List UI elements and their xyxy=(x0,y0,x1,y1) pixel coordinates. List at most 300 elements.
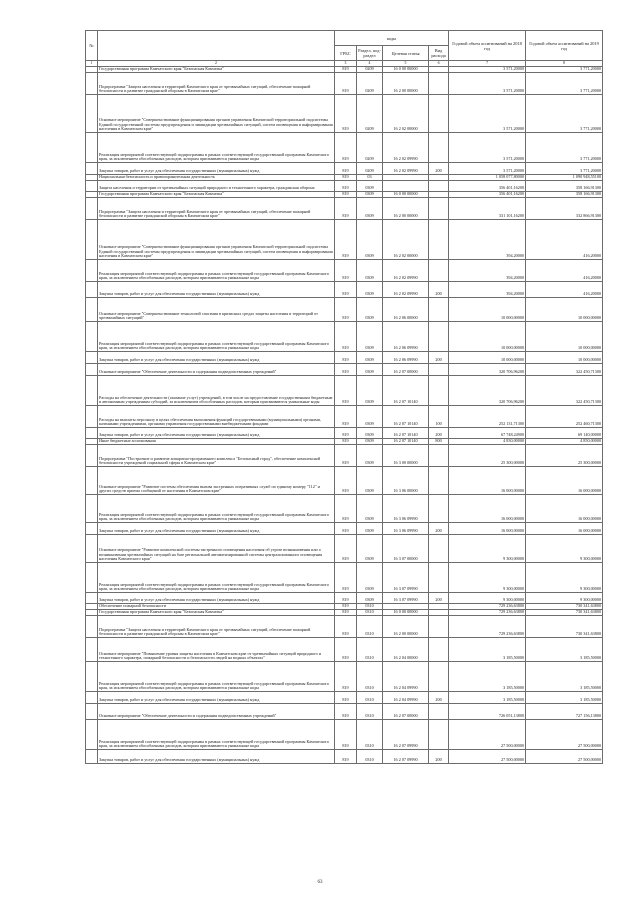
cell-grbs: 819 xyxy=(335,220,357,260)
cell-number xyxy=(86,593,98,604)
cell-expense-type xyxy=(429,376,449,406)
cell-section: 0309 xyxy=(357,593,383,604)
cell-year-2019: 3 771,20000 xyxy=(526,95,603,133)
table-row xyxy=(86,720,603,750)
table-row xyxy=(86,322,603,352)
cell-section: 0309 xyxy=(357,260,383,282)
table-row xyxy=(86,95,603,133)
cell-year-2019: 25 300,00000 xyxy=(526,445,603,467)
cell-target: 16 2 02 00000 xyxy=(383,220,429,260)
cell-target: 16 2 00 00000 xyxy=(383,198,429,220)
cell-year-2018: 394,20000 xyxy=(449,220,526,260)
cell-year-2019: 730 341,63800 xyxy=(526,604,603,610)
table-row xyxy=(86,750,603,764)
cell-section: 03 xyxy=(357,175,383,181)
cell-section: 0309 xyxy=(357,467,383,495)
cell-expense-type: 200 xyxy=(429,593,449,604)
cell-section: 0310 xyxy=(357,604,383,610)
cell-year-2018: 3 571,20000 xyxy=(449,67,526,73)
cell-year-2019: 727 156,13800 xyxy=(526,704,603,720)
cell-name: Основное мероприятие "Обеспечение деятельности и содержания подведомственных учреждений" xyxy=(98,364,335,376)
cell-year-2019: 730 341,63800 xyxy=(526,616,603,638)
cell-year-2019: 3 771,20000 xyxy=(526,163,603,175)
cell-section: 0309 xyxy=(357,376,383,406)
cell-grbs: 819 xyxy=(335,638,357,662)
cell-grbs: 819 xyxy=(335,175,357,181)
cell-year-2018: 3 571,20000 xyxy=(449,163,526,175)
cell-grbs: 819 xyxy=(335,563,357,593)
table-row xyxy=(86,662,603,692)
cell-year-2018: 10 000,00000 xyxy=(449,322,526,352)
cell-year-2019: 3 185,50000 xyxy=(526,638,603,662)
cell-name: Государственная программа Камчатского края "Безопасная Камчатка" xyxy=(98,610,335,616)
table-row xyxy=(86,535,603,563)
cell-grbs: 819 xyxy=(335,376,357,406)
cell-number xyxy=(86,750,98,764)
cell-name: Реализация мероприятий соответствующей подпрограммы в рамках соответствующей государственной программы Камчатского края, за исключением обособленных расходов, которым присваиваются уникальные коды xyxy=(98,495,335,523)
cell-target: 16 2 07 10140 xyxy=(383,428,429,439)
cell-year-2019: 416,20000 xyxy=(526,282,603,298)
cell-expense-type xyxy=(429,535,449,563)
cell-grbs: 819 xyxy=(335,163,357,175)
cell-number xyxy=(86,563,98,593)
cell-grbs: 819 xyxy=(335,495,357,523)
cell-year-2018: 394,20000 xyxy=(449,260,526,282)
cell-target: 16 2 02 09990 xyxy=(383,163,429,175)
cell-section: 0309 xyxy=(357,563,383,593)
cell-grbs: 819 xyxy=(335,198,357,220)
table-row xyxy=(86,298,603,322)
cell-section: 0309 xyxy=(357,495,383,523)
cell-number xyxy=(86,428,98,439)
cell-expense-type xyxy=(429,198,449,220)
cell-name: Иные бюджетные ассигнования xyxy=(98,439,335,445)
cell-name: Закупка товаров, работ и услуг для обеспечения государственных (муниципальных) нужд xyxy=(98,428,335,439)
cell-grbs: 819 xyxy=(335,610,357,616)
cell-grbs: 819 xyxy=(335,535,357,563)
cell-year-2018: 3 571,20000 xyxy=(449,73,526,95)
cell-expense-type xyxy=(429,364,449,376)
cell-section: 0310 xyxy=(357,610,383,616)
cell-target: 16 3 06 09990 xyxy=(383,523,429,535)
cell-grbs: 819 xyxy=(335,604,357,610)
cell-name: Основное мероприятие "Развитие системы обеспечения вызова экстренных оперативных служб по единому номеру "112" и других средств приема сообщений от населения в Камчатском крае" xyxy=(98,467,335,495)
cell-target: 16 3 07 09990 xyxy=(383,593,429,604)
cell-number xyxy=(86,662,98,692)
cell-year-2019: 10 000,00000 xyxy=(526,298,603,322)
cell-year-2019: 10 000,00000 xyxy=(526,322,603,352)
cell-grbs: 819 xyxy=(335,428,357,439)
cell-name: Закупка товаров, работ и услуг для обеспечения государственных (муниципальных) нужд xyxy=(98,282,335,298)
cell-name: Реализация мероприятий соответствующей подпрограммы в рамках соответствующей государственной программы Камчатского края, за исключением обособленных расходов, которым присваиваются уникальные коды xyxy=(98,260,335,282)
cell-grbs: 819 xyxy=(335,181,357,192)
cell-year-2019: 730 341,63800 xyxy=(526,610,603,616)
cell-year-2018: 3 185,50000 xyxy=(449,662,526,692)
cell-number xyxy=(86,445,98,467)
cell-number xyxy=(86,322,98,352)
cell-target: 16 2 06 00000 xyxy=(383,298,429,322)
cell-year-2019: 9 300,00000 xyxy=(526,535,603,563)
cell-number xyxy=(86,352,98,364)
cell-grbs: 819 xyxy=(335,406,357,428)
cell-expense-type xyxy=(429,260,449,282)
cell-year-2019: 1 090 948,55100 xyxy=(526,175,603,181)
cell-number xyxy=(86,692,98,704)
header-name xyxy=(98,31,335,61)
cell-expense-type xyxy=(429,638,449,662)
cell-grbs: 819 xyxy=(335,593,357,604)
header-num-3: 3 xyxy=(335,61,357,67)
cell-name: Обеспечение пожарной безопасности xyxy=(98,604,335,610)
cell-name: Закупка товаров, работ и услуг для обеспечения государственных (муниципальных) нужд xyxy=(98,593,335,604)
cell-expense-type xyxy=(429,495,449,523)
cell-year-2019: 16 000,00000 xyxy=(526,467,603,495)
cell-section: 0209 xyxy=(357,95,383,133)
cell-section: 0310 xyxy=(357,704,383,720)
cell-expense-type xyxy=(429,73,449,95)
cell-year-2018: 9 300,00000 xyxy=(449,593,526,604)
cell-grbs: 819 xyxy=(335,322,357,352)
header-section: Раздел, под-раздел xyxy=(357,46,383,61)
cell-year-2018: 252 131,71300 xyxy=(449,406,526,428)
cell-year-2019: 416,20000 xyxy=(526,260,603,282)
cell-expense-type xyxy=(429,298,449,322)
cell-year-2019: 9 300,00000 xyxy=(526,593,603,604)
cell-grbs: 819 xyxy=(335,298,357,322)
cell-year-2018: 320 706,96200 xyxy=(449,364,526,376)
cell-year-2019: 358 166,91300 xyxy=(526,181,603,192)
cell-number xyxy=(86,467,98,495)
cell-expense-type xyxy=(429,720,449,750)
cell-year-2019: 416,20000 xyxy=(526,220,603,260)
cell-name: Закупка товаров, работ и услуг для обеспечения государственных (муниципальных) нужд xyxy=(98,523,335,535)
cell-number xyxy=(86,73,98,95)
table-row xyxy=(86,467,603,495)
cell-year-2018: 356 401,16200 xyxy=(449,181,526,192)
cell-section: 0309 xyxy=(357,523,383,535)
cell-target: 16 2 07 10140 xyxy=(383,376,429,406)
cell-year-2019: 3 771,20000 xyxy=(526,133,603,163)
cell-year-2018: 729 236,63800 xyxy=(449,610,526,616)
cell-name: Основное мероприятие "Повышение уровня защиты населения в Камчатском крае от чрезвычайных ситуаций природного и техногенного характера, пожарной безопасности и безопасности людей на водных объектах" xyxy=(98,638,335,662)
cell-name: Закупка товаров, работ и услуг для обеспечения государственных (муниципальных) нужд xyxy=(98,352,335,364)
table-header xyxy=(86,31,603,67)
cell-target: 16 0 00 00000 xyxy=(383,610,429,616)
cell-year-2018: 3 571,20000 xyxy=(449,95,526,133)
cell-section: 0309 xyxy=(357,322,383,352)
cell-year-2018: 9 300,00000 xyxy=(449,563,526,593)
cell-target: 16 2 07 00000 xyxy=(383,364,429,376)
cell-target: 16 2 04 09990 xyxy=(383,662,429,692)
table-row xyxy=(86,445,603,467)
cell-section: 0309 xyxy=(357,198,383,220)
cell-year-2019: 322 450,71300 xyxy=(526,364,603,376)
cell-section: 0209 xyxy=(357,133,383,163)
cell-name: Реализация мероприятий соответствующей подпрограммы в рамках соответствующей государственной программы Камчатского края, за исключением обособленных расходов, которым присваиваются уникальные коды xyxy=(98,720,335,750)
cell-grbs: 819 xyxy=(335,439,357,445)
cell-expense-type xyxy=(429,616,449,638)
cell-expense-type: 200 xyxy=(429,692,449,704)
cell-name: Национальная безопасность и правоохранительная деятельность xyxy=(98,175,335,181)
cell-year-2018: 320 706,96200 xyxy=(449,376,526,406)
header-expense-type: Вид расхода xyxy=(429,46,449,61)
cell-section: 0309 xyxy=(357,535,383,563)
cell-grbs: 819 xyxy=(335,523,357,535)
header-num-4: 4 xyxy=(357,61,383,67)
cell-expense-type xyxy=(429,467,449,495)
cell-section: 0310 xyxy=(357,750,383,764)
cell-year-2018: 1 058 077,80000 xyxy=(449,175,526,181)
cell-section: 0309 xyxy=(357,220,383,260)
cell-expense-type: 200 xyxy=(429,750,449,764)
table-row xyxy=(86,428,603,439)
cell-year-2019: 252 460,71300 xyxy=(526,406,603,428)
cell-section: 0209 xyxy=(357,67,383,73)
cell-expense-type: 200 xyxy=(429,163,449,175)
cell-name: Подпрограмма "Защита населения и территорий Камчатского края от чрезвычайных ситуаций, обеспечение пожарной безопасности и развитие гражданской обороны в Камчатском крае" xyxy=(98,73,335,95)
cell-target: 16 2 07 00000 xyxy=(383,704,429,720)
cell-number xyxy=(86,364,98,376)
cell-year-2018: 729 236,63800 xyxy=(449,616,526,638)
cell-number xyxy=(86,535,98,563)
cell-year-2018: 394,20000 xyxy=(449,282,526,298)
cell-number xyxy=(86,163,98,175)
cell-year-2019: 10 000,00000 xyxy=(526,352,603,364)
cell-expense-type: 200 xyxy=(429,352,449,364)
cell-year-2018: 356 401,16200 xyxy=(449,192,526,198)
table-row xyxy=(86,692,603,704)
header-num-2: 2 xyxy=(98,61,335,67)
cell-year-2018: 27 500,00000 xyxy=(449,750,526,764)
table-row xyxy=(86,704,603,720)
cell-section: 0310 xyxy=(357,638,383,662)
cell-expense-type xyxy=(429,445,449,467)
cell-target: 16 0 00 00000 xyxy=(383,192,429,198)
cell-expense-type xyxy=(429,133,449,163)
cell-target: 16 2 07 10140 xyxy=(383,406,429,428)
header-target: Целевая статья xyxy=(383,46,429,61)
cell-name: Защита населения и территории от чрезвычайных ситуаций природного и техногенного характера, гражданская оборона xyxy=(98,181,335,192)
header-year-2018: Годовой объем ассигнований на 2018 год xyxy=(449,31,526,61)
cell-target: 16 2 07 09990 xyxy=(383,720,429,750)
cell-year-2018: 67 748,24900 xyxy=(449,428,526,439)
table-row xyxy=(86,406,603,428)
cell-expense-type xyxy=(429,181,449,192)
page-number: 63 xyxy=(317,880,323,885)
cell-expense-type xyxy=(429,322,449,352)
cell-year-2018: 3 185,50000 xyxy=(449,692,526,704)
cell-grbs: 819 xyxy=(335,662,357,692)
cell-number xyxy=(86,638,98,662)
header-year-2019: Годовой объем ассигнований на 2019 год xyxy=(526,31,603,61)
header-num-5: 5 xyxy=(383,61,429,67)
cell-number xyxy=(86,95,98,133)
cell-year-2019: 9 300,00000 xyxy=(526,563,603,593)
cell-year-2018: 16 000,00000 xyxy=(449,523,526,535)
cell-year-2019: 4 850,00000 xyxy=(526,439,603,445)
cell-grbs: 819 xyxy=(335,95,357,133)
cell-year-2018: 9 300,00000 xyxy=(449,535,526,563)
cell-name: Реализация мероприятий соответствующей подпрограммы в рамках соответствующей государственной программы Камчатского края, за исключением обособленных расходов, которым присваиваются уникальные коды xyxy=(98,133,335,163)
table-row xyxy=(86,616,603,638)
cell-section: 0309 xyxy=(357,181,383,192)
cell-year-2018: 331 101,16200 xyxy=(449,198,526,220)
cell-name: Расходы на обеспечение деятельности (оказание услуг) учреждений, в том числе на предоставление государственным бюджетным и автономным учреждениям субсидий, за исключением обособленных расходов, которым присваиваются уникальные коды xyxy=(98,376,335,406)
table-row xyxy=(86,260,603,282)
cell-year-2018: 729 236,63800 xyxy=(449,604,526,610)
cell-section: 0310 xyxy=(357,662,383,692)
cell-target: 16 2 07 10140 xyxy=(383,439,429,445)
cell-name: Закупка товаров, работ и услуг для обеспечения государственных (муниципальных) нужд xyxy=(98,692,335,704)
cell-year-2019: 16 000,00000 xyxy=(526,523,603,535)
cell-year-2018: 10 000,00000 xyxy=(449,352,526,364)
table-row xyxy=(86,593,603,604)
cell-grbs: 819 xyxy=(335,67,357,73)
cell-section: 0209 xyxy=(357,73,383,95)
cell-name: Закупка товаров, работ и услуг для обеспечения государственных (муниципальных) нужд xyxy=(98,750,335,764)
header-num-8: 8 xyxy=(526,61,603,67)
cell-expense-type: 200 xyxy=(429,523,449,535)
cell-name: Основное мероприятие "Совершенствование функционирования органов управления Камчатской территориальной подсистемы Единой государственной системы предупреждения и ликвидации чрезвычайных ситуаций, систем оповещения и информирования населения в Камчатском крае" xyxy=(98,95,335,133)
table-row xyxy=(86,73,603,95)
cell-section: 0309 xyxy=(357,282,383,298)
cell-section: 0209 xyxy=(357,163,383,175)
cell-grbs: 819 xyxy=(335,282,357,298)
cell-target: 16 2 00 00000 xyxy=(383,73,429,95)
cell-grbs: 819 xyxy=(335,750,357,764)
cell-year-2019: 3 185,50000 xyxy=(526,662,603,692)
cell-target: 16 2 02 00000 xyxy=(383,95,429,133)
table-body xyxy=(86,67,603,764)
cell-section: 0309 xyxy=(357,439,383,445)
cell-year-2018: 3 185,50000 xyxy=(449,638,526,662)
cell-grbs: 819 xyxy=(335,364,357,376)
cell-number xyxy=(86,495,98,523)
cell-section: 0309 xyxy=(357,406,383,428)
cell-name: Подпрограмма "Построение и развитие аппаратно-программного комплекса "Безопасный город", обеспечение комплексной безопасности учреждений социальной сферы в Камчатском крае" xyxy=(98,445,335,467)
cell-number xyxy=(86,133,98,163)
cell-target: 16 2 07 09990 xyxy=(383,750,429,764)
cell-name: Государственная программа Камчатского края "Безопасная Камчатка" xyxy=(98,192,335,198)
cell-number xyxy=(86,181,98,192)
table-row xyxy=(86,563,603,593)
cell-target: 16 2 02 09990 xyxy=(383,282,429,298)
cell-year-2018: 726 051,13800 xyxy=(449,704,526,720)
cell-expense-type: 200 xyxy=(429,428,449,439)
cell-grbs: 819 xyxy=(335,352,357,364)
cell-grbs: 819 xyxy=(335,260,357,282)
table-row xyxy=(86,181,603,192)
cell-section: 0310 xyxy=(357,616,383,638)
cell-year-2019: 3 771,20000 xyxy=(526,73,603,95)
header-num-1: 1 xyxy=(86,61,98,67)
cell-name: Подпрограмма "Защита населения и территорий Камчатского края от чрезвычайных ситуаций, обеспечение пожарной безопасности и развитие гражданской обороны в Камчатском крае" xyxy=(98,616,335,638)
cell-year-2019: 332 866,91300 xyxy=(526,198,603,220)
cell-target: 16 2 00 00000 xyxy=(383,616,429,638)
cell-number xyxy=(86,523,98,535)
header-grbs: ГРБС xyxy=(335,46,357,61)
cell-grbs: 819 xyxy=(335,192,357,198)
cell-name: Подпрограмма "Защита населения и территорий Камчатского края от чрезвычайных ситуаций, обеспечение пожарной безопасности и развитие гражданской обороны в Камчатском крае" xyxy=(98,198,335,220)
cell-name: Расходы на выплаты персоналу в целях обеспечения выполнения функций государственными (муниципальными) органами, казенными учреждениями, органами управления государственными внебюджетными фондами xyxy=(98,406,335,428)
cell-number xyxy=(86,704,98,720)
cell-year-2018: 25 300,00000 xyxy=(449,445,526,467)
cell-section: 0309 xyxy=(357,428,383,439)
cell-expense-type: 200 xyxy=(429,282,449,298)
cell-year-2018: 10 000,00000 xyxy=(449,298,526,322)
cell-target: 16 3 07 00000 xyxy=(383,535,429,563)
table-row xyxy=(86,638,603,662)
cell-number xyxy=(86,282,98,298)
cell-section: 0309 xyxy=(357,364,383,376)
cell-section: 0309 xyxy=(357,445,383,467)
cell-number xyxy=(86,376,98,406)
cell-number xyxy=(86,198,98,220)
table-row xyxy=(86,133,603,163)
cell-year-2019: 358 166,91300 xyxy=(526,192,603,198)
cell-target: 16 2 02 09990 xyxy=(383,260,429,282)
cell-grbs: 819 xyxy=(335,73,357,95)
cell-section: 0310 xyxy=(357,692,383,704)
cell-expense-type xyxy=(429,704,449,720)
cell-name: Реализация мероприятий соответствующей подпрограммы в рамках соответствующей государственной программы Камчатского края, за исключением обособленных расходов, которым присваиваются уникальные коды xyxy=(98,322,335,352)
cell-year-2019: 16 000,00000 xyxy=(526,495,603,523)
cell-year-2019: 27 500,00000 xyxy=(526,720,603,750)
cell-grbs: 819 xyxy=(335,616,357,638)
cell-expense-type xyxy=(429,220,449,260)
table-row xyxy=(86,523,603,535)
cell-number xyxy=(86,220,98,260)
cell-section: 0309 xyxy=(357,192,383,198)
cell-target: 16 3 06 00000 xyxy=(383,467,429,495)
cell-target: 16 3 07 09990 xyxy=(383,563,429,593)
cell-name: Основное мероприятие "Совершенствование функционирования органов управления Камчатской территориальной подсистемы Единой государственной системы предупреждения и ликвидации чрезвычайных ситуаций, систем оповещения и информирования населения в Камчатском крае" xyxy=(98,220,335,260)
table-row xyxy=(86,376,603,406)
cell-year-2018: 4 830,00000 xyxy=(449,439,526,445)
cell-target: 16 2 04 00000 xyxy=(383,638,429,662)
cell-grbs: 819 xyxy=(335,467,357,495)
cell-target: 16 2 02 09990 xyxy=(383,133,429,163)
cell-target: 16 2 06 09990 xyxy=(383,352,429,364)
budget-table xyxy=(85,30,603,764)
cell-name: Реализация мероприятий соответствующей подпрограммы в рамках соответствующей государственной программы Камчатского края, за исключением обособленных расходов, которым присваиваются уникальные коды xyxy=(98,662,335,692)
header-num-6: 6 xyxy=(429,61,449,67)
header-codes: коды xyxy=(335,31,449,46)
cell-number xyxy=(86,616,98,638)
cell-target: 16 2 04 09990 xyxy=(383,692,429,704)
cell-year-2019: 3 771,20000 xyxy=(526,67,603,73)
cell-name: Реализация мероприятий соответствующей подпрограммы в рамках соответствующей государственной программы Камчатского края, за исключением обособленных расходов, которым присваиваются уникальные коды xyxy=(98,563,335,593)
cell-expense-type: 800 xyxy=(429,439,449,445)
cell-year-2019: 3 185,50000 xyxy=(526,692,603,704)
cell-year-2018: 3 571,20000 xyxy=(449,133,526,163)
cell-year-2019: 69 140,00000 xyxy=(526,428,603,439)
cell-number xyxy=(86,260,98,282)
cell-target xyxy=(383,181,429,192)
cell-year-2019: 27 500,00000 xyxy=(526,750,603,764)
table-row xyxy=(86,364,603,376)
table-row xyxy=(86,220,603,260)
cell-name: Основное мероприятие "Совершенствование технологий спасения в кризисных средах защиты населения и территорий от чрезвычайных ситуаций" xyxy=(98,298,335,322)
cell-expense-type xyxy=(429,95,449,133)
header-number: № xyxy=(86,31,98,61)
cell-section: 0309 xyxy=(357,352,383,364)
cell-expense-type xyxy=(429,662,449,692)
cell-name: Закупка товаров, работ и услуг для обеспечения государственных (муниципальных) нужд xyxy=(98,163,335,175)
cell-year-2018: 27 500,00000 xyxy=(449,720,526,750)
cell-target: 16 3 06 09990 xyxy=(383,495,429,523)
cell-expense-type xyxy=(429,563,449,593)
